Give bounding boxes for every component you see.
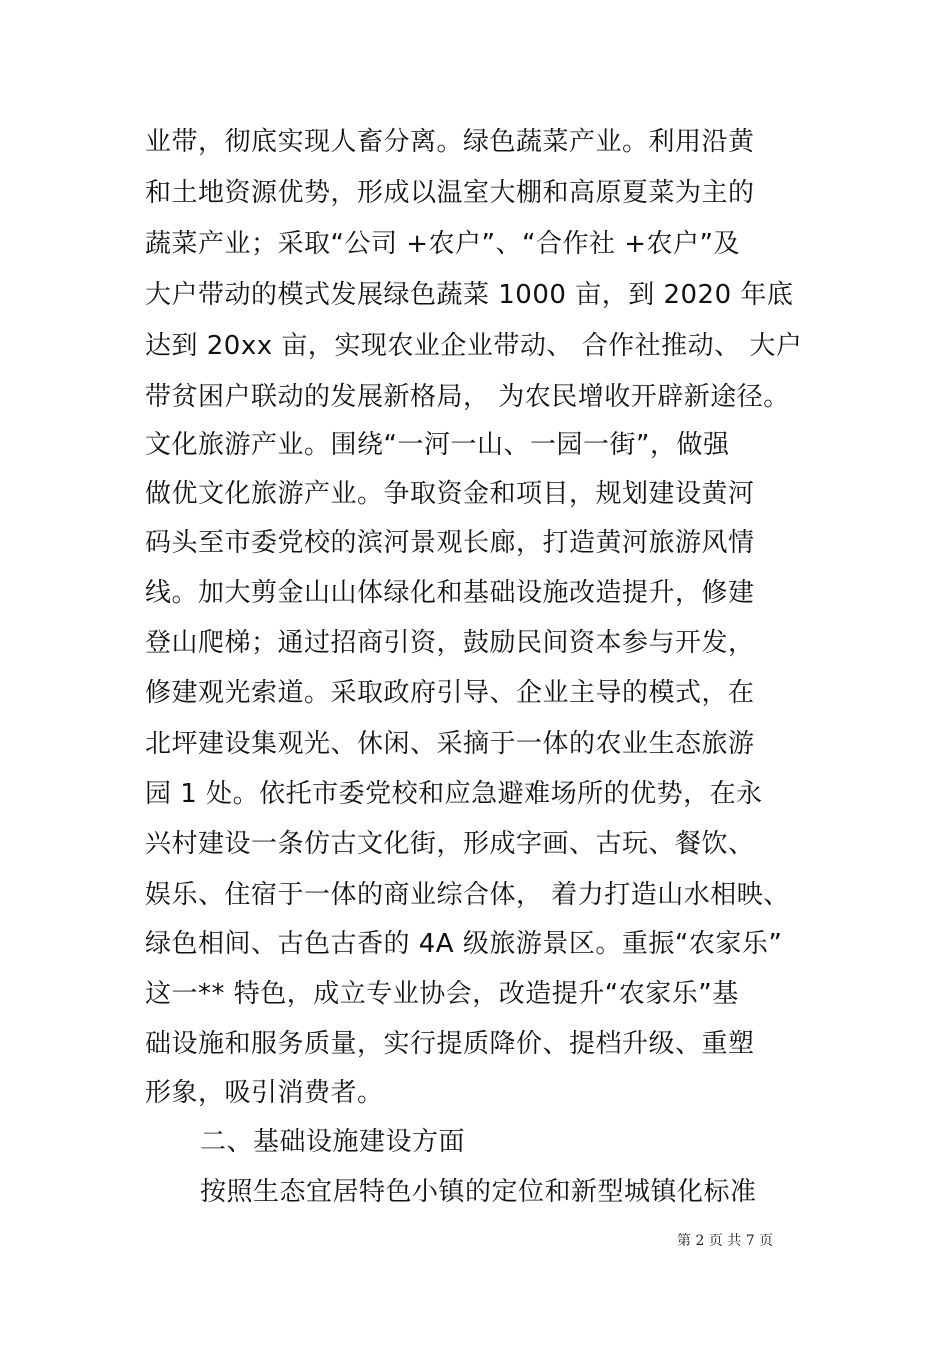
body-text-line: 码头至市委党校的滨河景观长廊，打造黄河旅游风情 xyxy=(145,528,755,558)
body-text-line: 形象，吸引消费者。 xyxy=(145,1078,384,1108)
body-text-line: 蔬菜产业；采取“公司 +农户”、“合作社 +农户”及 xyxy=(145,229,740,259)
body-text-line: 娱乐、住宿于一体的商业综合体， 着力打造山水相映、 xyxy=(145,880,790,910)
section-heading: 二、基础设施建设方面 xyxy=(200,1127,466,1157)
body-text-line: 文化旅游产业。围绕“一河一山、一园一街”，做强 xyxy=(145,430,730,460)
page-number-footer: 第 2 页 共 7 页 xyxy=(677,1233,774,1249)
body-text-line: 绿色相间、古色古香的 4A 级旅游景区。重振“农家乐” xyxy=(145,929,783,959)
body-text-line: 大户带动的模式发展绿色蔬菜 1000 亩，到 2020 年底 xyxy=(145,280,794,310)
body-text-line: 础设施和服务质量，实行提质降价、提档升级、重塑 xyxy=(145,1029,755,1059)
body-text-line: 带贫困户联动的发展新格局， 为农民增收开辟新途径。 xyxy=(145,382,790,412)
body-text-line: 登山爬梯；通过招商引资，鼓励民间资本参与开发， xyxy=(145,628,755,658)
body-text-line: 北坪建设集观光、休闲、采摘于一体的农业生态旅游 xyxy=(145,729,755,759)
body-text-line: 达到 20xx 亩，实现农业企业带动、 合作社推动、 大户 xyxy=(145,331,803,361)
body-text-line: 和土地资源优势，形成以温室大棚和高原夏菜为主的 xyxy=(145,178,755,208)
body-text-line: 兴村建设一条仿古文化街，形成字画、古玩、餐饮、 xyxy=(145,829,755,859)
body-text-line: 修建观光索道。采取政府引导、企业主导的模式，在 xyxy=(145,678,755,708)
body-text-line: 线。加大剪金山山体绿化和基础设施改造提升，修建 xyxy=(145,578,755,608)
body-text-line: 这一** 特色，成立专业协会，改造提升“农家乐”基 xyxy=(145,979,739,1009)
body-text-line: 业带，彻底实现人畜分离。绿色蔬菜产业。利用沿黄 xyxy=(145,127,755,157)
body-text-line: 园 1 处。依托市委党校和应急避难场所的优势，在永 xyxy=(145,779,763,809)
section-first-line: 按照生态宜居特色小镇的定位和新型城镇化标准 xyxy=(200,1177,757,1207)
body-text-line: 做优文化旅游产业。争取资金和项目，规划建设黄河 xyxy=(145,479,755,509)
